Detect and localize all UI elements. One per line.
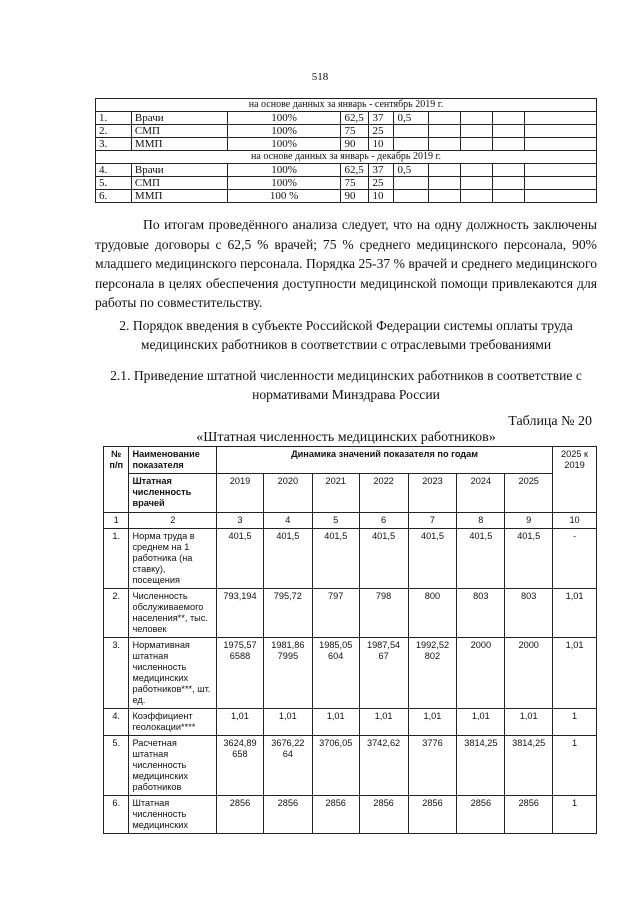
- column-number: 7: [408, 513, 457, 529]
- row-value: 2856: [408, 796, 457, 834]
- row-indicator: Расчетная штатная численность медицинских работников: [129, 736, 217, 796]
- row-value: 1987,54 67: [359, 638, 408, 709]
- year-header: 2024: [457, 474, 505, 513]
- row-value: 1992,52 802: [408, 638, 457, 709]
- row-value: 3624,89 658: [217, 736, 264, 796]
- row-category: ММП: [131, 190, 227, 203]
- empty-cell: [493, 164, 525, 177]
- column-number: 1: [104, 513, 129, 529]
- row-value: 798: [359, 589, 408, 638]
- row-number: 6.: [96, 190, 132, 203]
- table-row: [96, 138, 597, 151]
- empty-cell: [429, 164, 461, 177]
- subgroup-label: Штатная численность врачей: [129, 474, 217, 513]
- year-header-row: [104, 474, 597, 513]
- row-value: 401,5: [359, 529, 408, 589]
- row-indicator: Численность обслуживаемого населения**, тыс. человек: [129, 589, 217, 638]
- empty-cell: [429, 125, 461, 138]
- row-value: 1985,05 604: [312, 638, 359, 709]
- empty-cell: [525, 112, 597, 125]
- row-number: 5.: [104, 736, 129, 796]
- row-share-1: 90: [341, 190, 369, 203]
- row-category: Врачи: [131, 164, 227, 177]
- empty-cell: [461, 125, 493, 138]
- empty-cell: [493, 138, 525, 151]
- empty-cell: [525, 164, 597, 177]
- row-value: 3814,25: [457, 736, 505, 796]
- table-row: [104, 589, 597, 638]
- column-number: 6: [359, 513, 408, 529]
- year-header: 2025: [505, 474, 553, 513]
- table-section-row: [96, 151, 597, 164]
- row-category: СМП: [131, 125, 227, 138]
- row-share-1: 90: [341, 138, 369, 151]
- row-value: 1981,86 7995: [263, 638, 312, 709]
- row-value: 800: [408, 589, 457, 638]
- column-number: 4: [263, 513, 312, 529]
- row-value: 401,5: [408, 529, 457, 589]
- row-category: СМП: [131, 177, 227, 190]
- analysis-paragraph: По итогам проведённого анализа следует, что на одну должность заключены трудовые договоры с 62,5 % врачей; 75 % среднего медицинского персонала, 90% младшего медицинского персонала. Порядка 25-37 % врачей и среднего медицинского персонала в целях обеспечения доступности медицинской помощи привлекаются для работы по совместительству.: [95, 217, 597, 311]
- row-category: Врачи: [131, 112, 227, 125]
- empty-cell: [461, 190, 493, 203]
- row-value: 401,5: [217, 529, 264, 589]
- row-share-2: 10: [369, 190, 394, 203]
- row-share-1: 75: [341, 177, 369, 190]
- empty-cell: [493, 112, 525, 125]
- row-share-2: 10: [369, 138, 394, 151]
- row-share-1: 75: [341, 125, 369, 138]
- row-value: 1,01: [457, 709, 505, 736]
- row-indicator: Коэффициент геолокации****: [129, 709, 217, 736]
- row-value: 401,5: [505, 529, 553, 589]
- row-value: 2000: [505, 638, 553, 709]
- column-number: 3: [217, 513, 264, 529]
- row-value: 803: [457, 589, 505, 638]
- table-row: [104, 638, 597, 709]
- row-value: 2856: [505, 796, 553, 834]
- year-header: 2019: [217, 474, 264, 513]
- row-value: 3814,25: [505, 736, 553, 796]
- empty-cell: [429, 112, 461, 125]
- year-header: 2023: [408, 474, 457, 513]
- section-heading-2-1: 2.1. Приведение штатной численности медицинских работников в соответствие с нормативами Минздрава России: [110, 368, 582, 402]
- column-number: 2: [129, 513, 217, 529]
- row-number: 6.: [104, 796, 129, 834]
- header-dynamics: Динамика значений показателя по годам: [217, 447, 553, 474]
- row-value: 1,01: [505, 709, 553, 736]
- header-indicator: Наименование показателя: [129, 447, 217, 474]
- row-value: 3706,05: [312, 736, 359, 796]
- section-heading-2: 2. Порядок введения в субъекте Российской Федерации системы оплаты труда медицинских работников в соответствии с отраслевыми требованиями: [119, 318, 573, 352]
- row-value: 803: [505, 589, 553, 638]
- row-number: 1.: [104, 529, 129, 589]
- row-ratio: 1: [553, 796, 597, 834]
- row-value: 1,01: [359, 709, 408, 736]
- row-ratio: 1,01: [553, 638, 597, 709]
- row-value: 2856: [312, 796, 359, 834]
- table-row: [96, 164, 597, 177]
- row-percent: 100 %: [227, 190, 341, 203]
- table-row: [96, 125, 597, 138]
- row-value: 401,5: [457, 529, 505, 589]
- row-value: 1,01: [217, 709, 264, 736]
- row-share-3: [394, 125, 429, 138]
- row-percent: 100%: [227, 177, 341, 190]
- empty-cell: [429, 177, 461, 190]
- empty-cell: [461, 164, 493, 177]
- row-ratio: 1: [553, 709, 597, 736]
- empty-cell: [493, 177, 525, 190]
- row-number: 3.: [104, 638, 129, 709]
- row-value: 2856: [263, 796, 312, 834]
- column-number: 5: [312, 513, 359, 529]
- row-percent: 100%: [227, 138, 341, 151]
- row-category: ММП: [131, 138, 227, 151]
- row-number: 2.: [96, 125, 132, 138]
- row-value: 1,01: [408, 709, 457, 736]
- row-share-2: 25: [369, 177, 394, 190]
- row-ratio: -: [553, 529, 597, 589]
- row-share-2: 37: [369, 164, 394, 177]
- row-value: 2856: [359, 796, 408, 834]
- section-caption: на основе данных за январь - декабрь 2019 г.: [96, 151, 597, 164]
- empty-cell: [525, 177, 597, 190]
- empty-cell: [429, 138, 461, 151]
- row-share-3: [394, 177, 429, 190]
- row-value: 1,01: [312, 709, 359, 736]
- header-row: [104, 447, 597, 474]
- header-ratio: 2025 к 2019: [553, 447, 597, 513]
- row-percent: 100%: [227, 112, 341, 125]
- row-share-1: 62,5: [341, 164, 369, 177]
- table-row: [104, 709, 597, 736]
- year-header: 2022: [359, 474, 408, 513]
- column-number: 10: [553, 513, 597, 529]
- row-value: 797: [312, 589, 359, 638]
- row-share-3: 0,5: [394, 112, 429, 125]
- row-number: 5.: [96, 177, 132, 190]
- empty-cell: [493, 190, 525, 203]
- row-value: 3676,22 64: [263, 736, 312, 796]
- column-number: 8: [457, 513, 505, 529]
- section-caption: на основе данных за январь - сентябрь 2019 г.: [96, 99, 597, 112]
- empty-cell: [429, 190, 461, 203]
- empty-cell: [525, 138, 597, 151]
- empty-cell: [493, 125, 525, 138]
- column-number: 9: [505, 513, 553, 529]
- row-value: 2856: [457, 796, 505, 834]
- row-number: 4.: [104, 709, 129, 736]
- empty-cell: [461, 112, 493, 125]
- row-value: 1,01: [263, 709, 312, 736]
- row-value: 401,5: [312, 529, 359, 589]
- table-number: Таблица № 20: [508, 414, 592, 429]
- table-row: [104, 529, 597, 589]
- table-row: [104, 736, 597, 796]
- staff-count-table: [103, 446, 597, 834]
- row-indicator: Норма труда в среднем на 1 работника (на ставку), посещения: [129, 529, 217, 589]
- row-share-2: 37: [369, 112, 394, 125]
- row-value: 795,72: [263, 589, 312, 638]
- row-number: 2.: [104, 589, 129, 638]
- empty-cell: [461, 138, 493, 151]
- row-indicator: Штатная численность медицинских: [129, 796, 217, 834]
- staffing-share-table: [95, 98, 597, 203]
- row-number: 4.: [96, 164, 132, 177]
- empty-cell: [525, 125, 597, 138]
- empty-cell: [461, 177, 493, 190]
- row-ratio: 1,01: [553, 589, 597, 638]
- row-value: 401,5: [263, 529, 312, 589]
- header-number: № п/п: [104, 447, 129, 513]
- column-number-row: [104, 513, 597, 529]
- table-row: [104, 796, 597, 834]
- row-percent: 100%: [227, 125, 341, 138]
- row-number: 3.: [96, 138, 132, 151]
- row-value: 1975,57 6588: [217, 638, 264, 709]
- row-share-2: 25: [369, 125, 394, 138]
- row-value: 2000: [457, 638, 505, 709]
- row-value: 3742,62: [359, 736, 408, 796]
- table-section-row: [96, 99, 597, 112]
- table-title: «Штатная численность медицинских работников»: [196, 430, 496, 445]
- row-value: 2856: [217, 796, 264, 834]
- table-row: [96, 190, 597, 203]
- row-share-3: [394, 138, 429, 151]
- row-percent: 100%: [227, 164, 341, 177]
- empty-cell: [525, 190, 597, 203]
- year-header: 2021: [312, 474, 359, 513]
- table-row: [96, 112, 597, 125]
- row-indicator: Нормативная штатная численность медицинских работников***, шт. ед.: [129, 638, 217, 709]
- year-header: 2020: [263, 474, 312, 513]
- row-number: 1.: [96, 112, 132, 125]
- row-share-1: 62,5: [341, 112, 369, 125]
- table-row: [96, 177, 597, 190]
- row-value: 3776: [408, 736, 457, 796]
- row-ratio: 1: [553, 736, 597, 796]
- row-share-3: 0,5: [394, 164, 429, 177]
- row-value: 793,194: [217, 589, 264, 638]
- page-number: 518: [311, 71, 329, 83]
- row-share-3: [394, 190, 429, 203]
